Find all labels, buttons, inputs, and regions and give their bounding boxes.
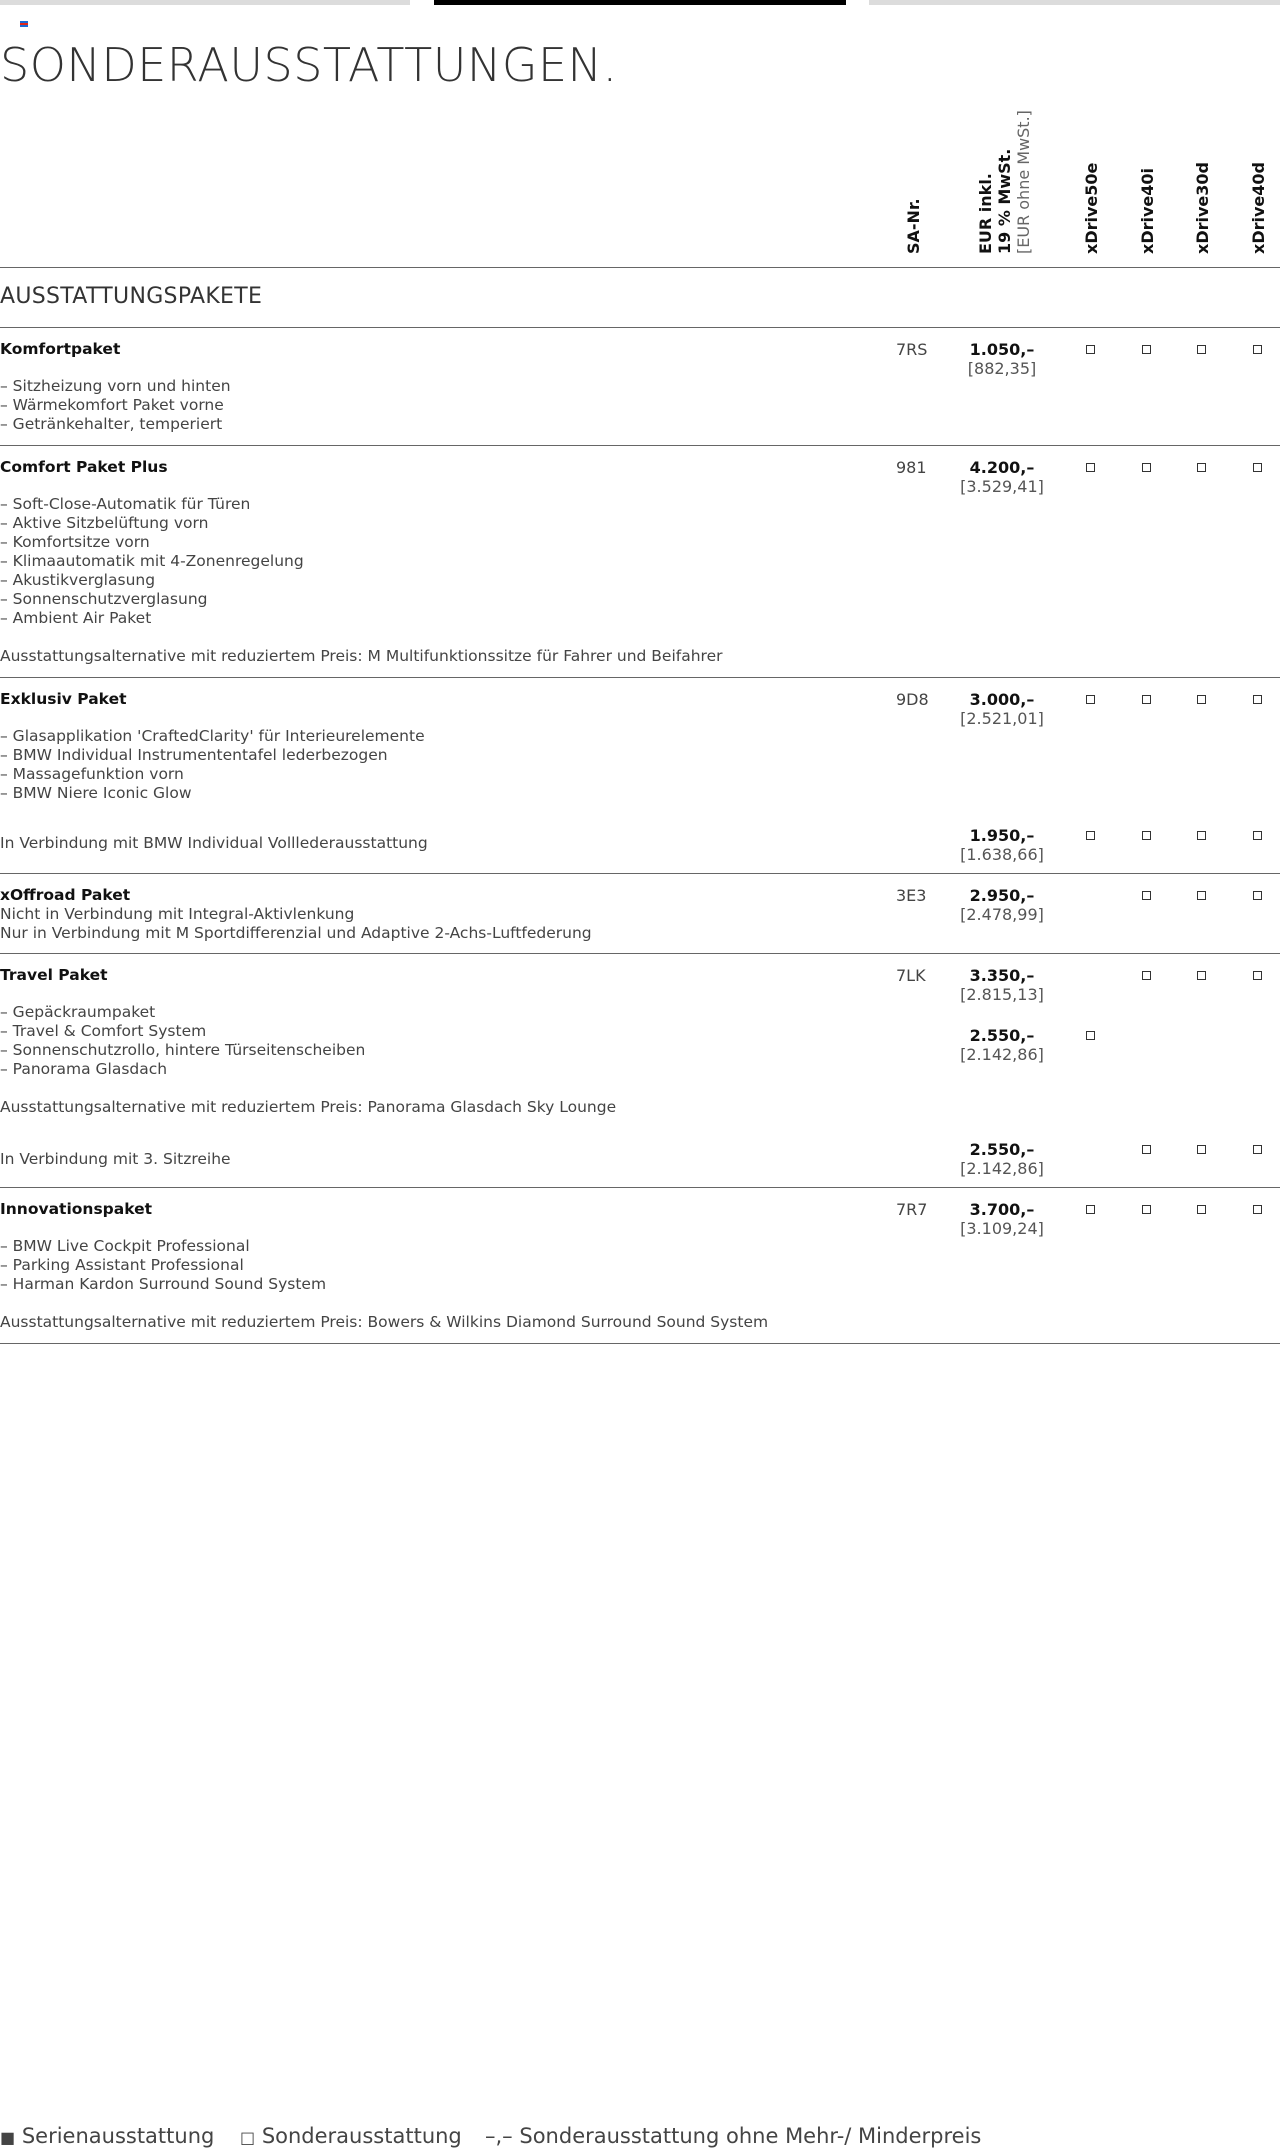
optional-marker-icon: [1086, 831, 1095, 840]
optional-marker-icon: [1142, 971, 1151, 980]
optional-marker-icon: [1253, 831, 1262, 840]
price: 4.200,– [3.529,41]: [960, 458, 1044, 496]
top-bar-left: [0, 0, 410, 5]
legend-optional: □ Sonderausstattung: [240, 2124, 462, 2148]
package-item: – Glasapplikation 'CraftedClarity' für Interieurelemente: [0, 727, 425, 745]
optional-marker-icon: [1086, 345, 1095, 354]
column-header-xdrive40i: xDrive40i: [1138, 167, 1157, 254]
package-item: – BMW Live Cockpit Professional: [0, 1237, 250, 1255]
optional-marker-icon: [1197, 831, 1206, 840]
package-item: – Komfortsitze vorn: [0, 533, 150, 551]
optional-marker-icon: [1142, 345, 1151, 354]
optional-marker-icon: [1197, 1205, 1206, 1214]
package-item: – Wärmekomfort Paket vorne: [0, 396, 224, 414]
package-item: Nur in Verbindung mit M Sportdifferenzial und Adaptive 2-Achs-Luftfederung: [0, 924, 592, 942]
package-name: Exklusiv Paket: [0, 690, 127, 708]
package-item: – Gepäckraumpaket: [0, 1003, 156, 1021]
row-rule: [0, 1343, 1280, 1344]
sa-number: 3E3: [896, 886, 927, 905]
section-title: AUSSTATTUNGSPAKETE: [0, 284, 263, 309]
package-item: – Sonnenschutzverglasung: [0, 590, 208, 608]
price: 1.950,– [1.638,66]: [960, 826, 1044, 864]
row-rule: [0, 1187, 1280, 1188]
optional-marker-icon: [1253, 1205, 1262, 1214]
row-rule: [0, 953, 1280, 954]
filled-square-icon: ■: [0, 2128, 16, 2147]
row-rule: [0, 677, 1280, 678]
row-rule: [0, 873, 1280, 874]
optional-marker-icon: [1253, 1145, 1262, 1154]
optional-marker-icon: [1142, 891, 1151, 900]
optional-marker-icon: [1197, 695, 1206, 704]
page-title: SONDERAUSSTATTUNGEN.: [0, 38, 618, 92]
optional-marker-icon: [1086, 1205, 1095, 1214]
package-item: – Akustikverglasung: [0, 571, 156, 589]
package-item: – Aktive Sitzbelüftung vorn: [0, 514, 209, 532]
section-rule: [0, 327, 1280, 328]
optional-marker-icon: [1253, 695, 1262, 704]
column-header-price: EUR inkl. 19 % MwSt. [EUR ohne MwSt.]: [976, 110, 1033, 254]
optional-marker-icon: [1197, 971, 1206, 980]
header-rule: [0, 267, 1280, 268]
price: 2.550,– [2.142,86]: [960, 1026, 1044, 1064]
empty-square-icon: □: [240, 2128, 256, 2147]
package-item: Nicht in Verbindung mit Integral-Aktivlenkung: [0, 905, 355, 923]
optional-marker-icon: [1253, 891, 1262, 900]
optional-marker-icon: [1253, 345, 1262, 354]
package-item: – Sonnenschutzrollo, hintere Türseitenscheiben: [0, 1041, 366, 1059]
package-item: – Ambient Air Paket: [0, 609, 152, 627]
price: 3.700,– [3.109,24]: [960, 1200, 1044, 1238]
sa-number: 7RS: [896, 340, 928, 359]
optional-marker-icon: [1142, 1205, 1151, 1214]
optional-marker-icon: [1253, 463, 1262, 472]
package-note: Ausstattungsalternative mit reduziertem Preis: M Multifunktionssitze für Fahrer und Beifahrer: [0, 647, 723, 665]
optional-marker-icon: [1253, 971, 1262, 980]
optional-marker-icon: [1142, 463, 1151, 472]
package-note: In Verbindung mit 3. Sitzreihe: [0, 1150, 231, 1168]
package-name: Komfortpaket: [0, 340, 121, 358]
price: 1.050,– [882,35]: [967, 340, 1037, 378]
top-bar-right: [869, 0, 1280, 5]
price: 2.550,– [2.142,86]: [960, 1140, 1044, 1178]
sa-number: 9D8: [896, 690, 929, 709]
package-note: Ausstattungsalternative mit reduziertem Preis: Bowers & Wilkins Diamond Surround Sound System: [0, 1313, 769, 1331]
legend-standard: ■ Serienausstattung: [0, 2124, 215, 2148]
price: 3.000,– [2.521,01]: [960, 690, 1044, 728]
legend-no-charge: –,– Sonderausstattung ohne Mehr-/ Minderpreis: [485, 2124, 982, 2148]
package-item: – Massagefunktion vorn: [0, 765, 184, 783]
optional-marker-icon: [1086, 695, 1095, 704]
package-item: – Panorama Glasdach: [0, 1060, 168, 1078]
top-bar-active: [434, 0, 846, 5]
optional-marker-icon: [1086, 1031, 1095, 1040]
package-item: – Sitzheizung vorn und hinten: [0, 377, 231, 395]
package-item: – Klimaautomatik mit 4-Zonenregelung: [0, 552, 304, 570]
package-item: – Harman Kardon Surround Sound System: [0, 1275, 327, 1293]
price: 3.350,– [2.815,13]: [960, 966, 1044, 1004]
package-item: – Getränkehalter, temperiert: [0, 415, 223, 433]
package-name: Comfort Paket Plus: [0, 458, 168, 476]
optional-marker-icon: [1197, 463, 1206, 472]
optional-marker-icon: [1197, 1145, 1206, 1154]
package-item: – BMW Niere Iconic Glow: [0, 784, 192, 802]
package-note: Ausstattungsalternative mit reduziertem Preis: Panorama Glasdach Sky Lounge: [0, 1098, 617, 1116]
optional-marker-icon: [1142, 1145, 1151, 1154]
package-name: xOffroad Paket: [0, 886, 131, 904]
column-header-xdrive30d: xDrive30d: [1193, 162, 1212, 254]
sa-number: 7R7: [896, 1200, 928, 1219]
package-note: In Verbindung mit BMW Individual Volllederausstattung: [0, 834, 428, 852]
price: 2.950,– [2.478,99]: [960, 886, 1044, 924]
column-header-xdrive50e: xDrive50e: [1082, 162, 1101, 254]
optional-marker-icon: [1142, 695, 1151, 704]
sa-number: 7LK: [896, 966, 926, 985]
package-item: – Soft-Close-Automatik für Türen: [0, 495, 251, 513]
column-header-sa: SA-Nr.: [904, 198, 923, 254]
row-rule: [0, 445, 1280, 446]
flag-icon: [20, 21, 28, 27]
package-item: – Travel & Comfort System: [0, 1022, 207, 1040]
column-header-xdrive40d: xDrive40d: [1249, 162, 1268, 254]
sa-number: 981: [896, 458, 927, 477]
optional-marker-icon: [1142, 831, 1151, 840]
package-item: – BMW Individual Instrumententafel lederbezogen: [0, 746, 388, 764]
package-name: Travel Paket: [0, 966, 108, 984]
package-item: – Parking Assistant Professional: [0, 1256, 244, 1274]
optional-marker-icon: [1197, 891, 1206, 900]
package-name: Innovationspaket: [0, 1200, 153, 1218]
optional-marker-icon: [1197, 345, 1206, 354]
optional-marker-icon: [1086, 463, 1095, 472]
